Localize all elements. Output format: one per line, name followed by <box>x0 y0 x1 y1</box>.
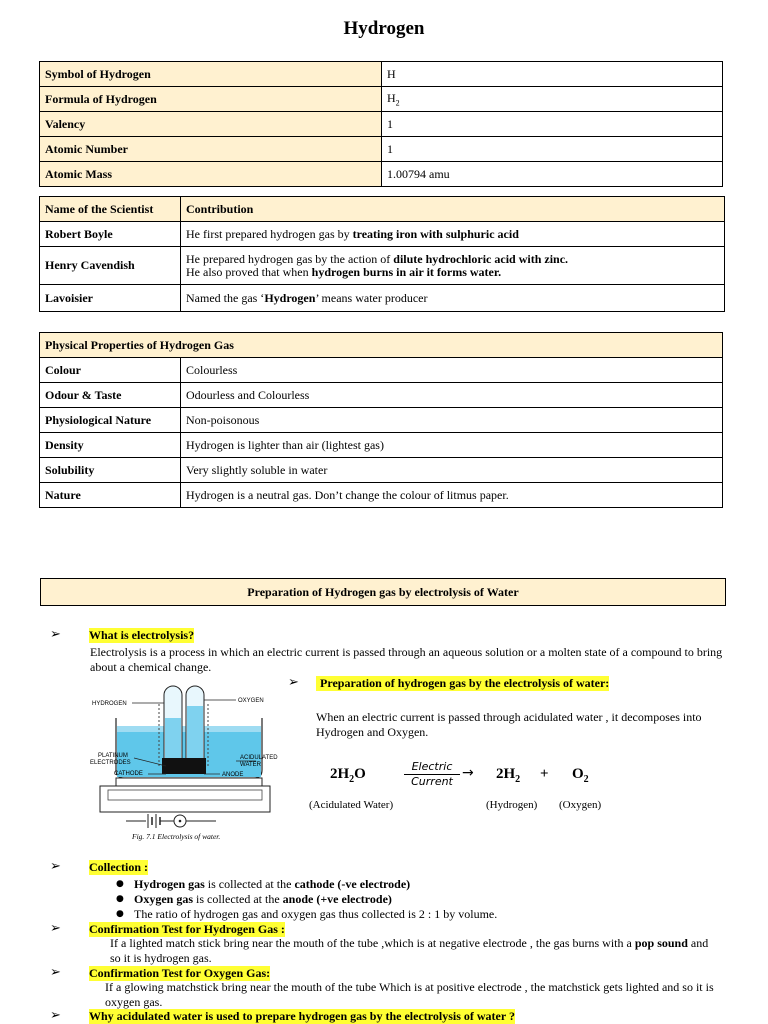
property-value: Hydrogen is lighter than air (lightest gas) <box>181 433 723 458</box>
table-row <box>40 433 723 458</box>
scientist-contribution <box>181 247 725 285</box>
scientist-name: Robert Boyle <box>40 222 181 247</box>
property-value: Non-poisonous <box>181 408 723 433</box>
figure-label-cathode: CATHODE <box>114 771 143 777</box>
plus-sign: + <box>540 766 549 782</box>
table-row <box>40 285 725 312</box>
header-contribution: Contribution <box>181 197 725 222</box>
bullet-arrow-icon: ➢ <box>50 859 61 874</box>
reaction-condition <box>404 760 460 789</box>
property-label: Atomic Number <box>40 137 382 162</box>
value-text: 1 <box>387 116 393 131</box>
electrolysis-apparatus-figure <box>86 678 282 844</box>
property-value <box>382 162 723 187</box>
physical-properties-table <box>39 332 723 508</box>
list-item-text: anode (+ve electrode) <box>282 892 392 906</box>
hydrogen-test-heading: Confirmation Test for Hydrogen Gas : <box>89 922 285 936</box>
physical-properties-header: Physical Properties of Hydrogen Gas <box>40 333 723 358</box>
table-row <box>40 247 725 285</box>
condition-bottom: Current <box>404 774 460 789</box>
property-label: Density <box>40 433 181 458</box>
property-label: Symbol of Hydrogen <box>40 62 382 87</box>
property-value: Hydrogen is a neutral gas. Don’t change the colour of litmus paper. <box>181 483 723 508</box>
reactant-formula: $2H_2O$ <box>330 766 366 785</box>
section-banner: Preparation of Hydrogen gas by electrolysis of Water <box>40 578 726 606</box>
figure-caption: Fig. 7.1 Electrolysis of water. <box>132 832 221 841</box>
bullet-arrow-icon: ➢ <box>288 675 299 690</box>
list-item <box>116 877 736 892</box>
product-hydrogen-formula: $2H_2$ <box>496 766 521 785</box>
contribution-text: hydrogen burns in air it forms water. <box>311 264 502 279</box>
value-text: 1 <box>387 141 393 156</box>
contribution-text: Hydrogen <box>264 290 316 305</box>
property-label: Physiological Nature <box>40 408 181 433</box>
figure-label-electrodes: ELECTRODES <box>90 760 131 766</box>
list-item-text: is collected at the <box>193 892 283 906</box>
figure-label-hydrogen: HYDROGEN <box>92 701 127 707</box>
contribution-text: He first prepared hydrogen gas by <box>186 226 353 241</box>
value-text: H <box>387 90 396 105</box>
table-header-row <box>40 197 725 222</box>
scientists-table <box>39 196 725 312</box>
contribution-text: Named the gas ‘ <box>186 290 265 305</box>
bullet-arrow-icon: ➢ <box>50 627 61 642</box>
property-label: Solubility <box>40 458 181 483</box>
property-label: Odour & Taste <box>40 383 181 408</box>
table-row <box>40 358 723 383</box>
list-item-text: is collected at the <box>204 877 295 891</box>
label-oxygen: (Oxygen) <box>559 799 602 811</box>
scientist-contribution <box>181 285 725 312</box>
table-header-row <box>40 333 723 358</box>
property-label: Formula of Hydrogen <box>40 87 382 112</box>
property-value: Odourless and Colourless <box>181 383 723 408</box>
table-row <box>40 383 723 408</box>
product-oxygen-formula: $O_2$ <box>572 766 589 785</box>
bullet-arrow-icon: ➢ <box>50 1008 61 1023</box>
value-subscript: 2 <box>395 98 400 108</box>
property-value: Colourless <box>181 358 723 383</box>
bullet-arrow-icon: ➢ <box>50 921 61 936</box>
figure-label-acidulated: ACIDULATED <box>240 755 278 761</box>
value-text: H <box>387 66 396 81</box>
contribution-text: ’ means water producer <box>315 290 428 305</box>
contribution-text: He also proved that when <box>186 264 312 279</box>
scientist-name: Lavoisier <box>40 285 181 312</box>
electrolysis-definition: Electrolysis is a process in which an electric current is passed through an aqueous solution or a molten state of a compound to bring about a chemical change. <box>90 645 723 674</box>
figure-label-platinum: PLATINUM <box>98 753 128 759</box>
table-row <box>40 112 723 137</box>
list-item <box>116 892 736 907</box>
scientist-contribution <box>181 222 725 247</box>
table-row <box>40 87 723 112</box>
table-row <box>40 137 723 162</box>
property-value <box>382 112 723 137</box>
header-scientist: Name of the Scientist <box>40 197 181 222</box>
label-acidulated-water: (Acidulated Water) <box>309 799 394 811</box>
figure-label-oxygen: OXYGEN <box>238 698 264 704</box>
property-label: Nature <box>40 483 181 508</box>
property-label: Valency <box>40 112 382 137</box>
property-value <box>382 87 723 112</box>
table-row <box>40 222 725 247</box>
oxygen-test-text: If a glowing matchstick bring near the mouth of the tube Which is at positive electrode , the matchstick gets lighted and so it is oxygen gas. <box>105 980 714 1009</box>
list-item-text: Hydrogen gas <box>134 877 205 891</box>
property-value: Very slightly soluble in water <box>181 458 723 483</box>
label-hydrogen: (Hydrogen) <box>486 799 538 811</box>
why-acidulated-heading: Why acidulated water is used to prepare hydrogen gas by the electrolysis of water ? <box>89 1009 515 1023</box>
collection-heading: Collection : <box>89 860 148 874</box>
condition-top: Electric <box>411 760 453 773</box>
list-item-text: Oxygen gas <box>134 892 194 906</box>
table-row <box>40 408 723 433</box>
scientist-name: Henry Cavendish <box>40 247 181 285</box>
contribution-text: He prepared hydrogen gas by the action of <box>186 251 394 266</box>
preparation-text: When an electric current is passed through acidulated water , it decomposes into Hydrogen and Oxygen. <box>316 710 702 739</box>
value-text: 1.00794 amu <box>387 166 450 181</box>
oxygen-test-heading: Confirmation Test for Oxygen Gas: <box>89 966 271 980</box>
table-row <box>40 62 723 87</box>
contribution-text: dilute hydrochloric acid with zinc. <box>393 251 569 266</box>
figure-label-anode: ANODE <box>222 772 244 778</box>
table-row <box>40 162 723 187</box>
property-value <box>382 137 723 162</box>
list-item-text: The ratio of hydrogen gas and oxygen gas thus collected is 2 : 1 by volume. <box>134 907 498 921</box>
hydrogen-test-text: If a lighted match stick bring near the mouth of the tube ,which is at negative electrode , the gas burns with a pop sound and so it is hydrogen gas. <box>110 936 709 965</box>
figure-label-water: WATER <box>240 762 261 768</box>
electrolysis-question: What is electrolysis? <box>89 628 195 642</box>
property-label: Atomic Mass <box>40 162 382 187</box>
contribution-text: treating iron with sulphuric acid <box>352 226 519 241</box>
page-title: Hydrogen <box>343 18 425 39</box>
bullet-arrow-icon: ➢ <box>50 965 61 980</box>
property-label: Colour <box>40 358 181 383</box>
property-value <box>382 62 723 87</box>
table-row <box>40 483 723 508</box>
reaction-arrow-icon: → <box>462 765 474 781</box>
preparation-heading: Preparation of hydrogen gas by the electrolysis of water: <box>316 676 609 691</box>
basic-properties-table <box>39 61 723 187</box>
list-item-text: cathode (-ve electrode) <box>294 877 411 891</box>
list-item <box>116 907 736 922</box>
table-row <box>40 458 723 483</box>
collection-list <box>116 877 736 922</box>
